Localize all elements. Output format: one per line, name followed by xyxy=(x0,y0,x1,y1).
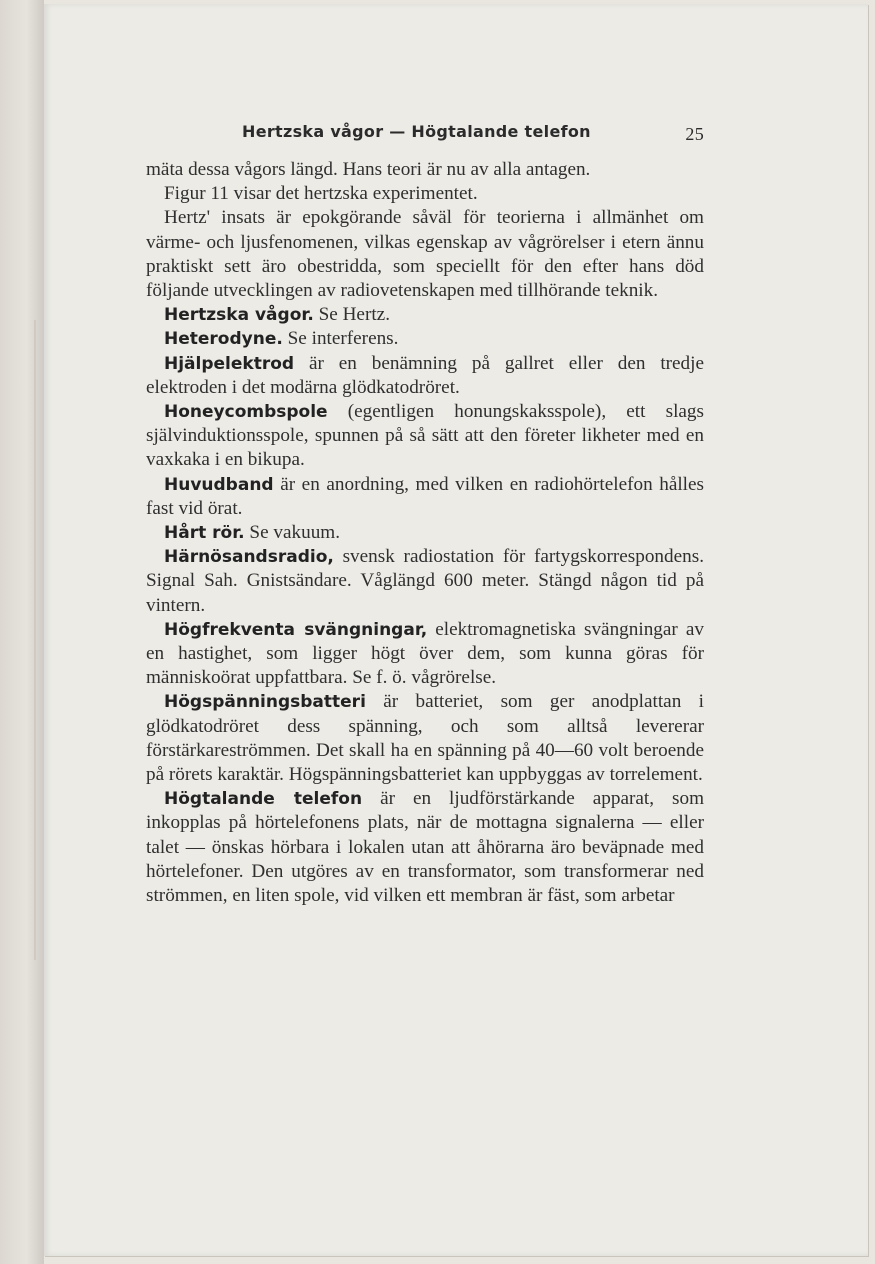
running-head-title: Hertzska vågor — Högtalande telefon xyxy=(242,122,591,141)
dictionary-entry xyxy=(146,303,704,327)
entry-text: Se Hertz. xyxy=(313,304,390,326)
dictionary-entry xyxy=(146,352,704,400)
dictionary-entry xyxy=(146,545,704,618)
entry-text: mäta dessa vågors längd. Hans teori är nu av alla antagen. xyxy=(146,159,591,180)
entry-text: är en ljudförstärkande apparat, som inkopplas på hörtelefonens plats, när de mottagna signalerna — eller talet — önskas hörbara i lokalen utan att åhörarna äro beväpnade med hörtelefoner. Den utgöres av en transformator, som transformerar ned strömmen, en liten spole, vid vilken ett membran är fäst, som arbetar xyxy=(146,788,704,907)
dictionary-entry xyxy=(146,618,704,691)
entry-term: Hertzska vågor. xyxy=(164,305,314,326)
entry-term: Huvudband xyxy=(164,474,274,495)
entry-text: (egentligen honungskaksspole), ett slags självinduktionsspole, spunnen på så sätt att den företer likheter med en vaxkaka i en bikupa. xyxy=(146,401,704,471)
paragraph xyxy=(146,206,704,303)
dictionary-entry xyxy=(146,473,704,521)
entry-term: Högfrekventa svängningar, xyxy=(164,619,428,640)
entry-text: elektromagnetiska svängningar av en hastighet, som ligger högt över dem, som kunna göras för människoörat uppfattbara. Se f. ö. vågrörelse. xyxy=(146,618,704,689)
paragraph xyxy=(146,158,704,182)
entry-text: Figur 11 visar det hertzska experimentet. xyxy=(164,183,478,205)
entry-term: Honeycombspole xyxy=(164,402,328,423)
page-number: 25 xyxy=(685,124,704,144)
running-head xyxy=(242,120,704,146)
dictionary-entry xyxy=(146,400,704,473)
dictionary-entry xyxy=(146,521,704,545)
book-spine xyxy=(0,0,44,1264)
entry-term: Hjälpelektrod xyxy=(164,353,295,374)
dictionary-entry xyxy=(146,690,704,787)
entry-text: är en anordning, med vilken en radiohörtelefon hålles fast vid örat. xyxy=(146,473,704,519)
paragraph xyxy=(146,182,704,206)
entry-text: Se vakuum. xyxy=(244,522,341,544)
entry-term: Högtalande telefon xyxy=(164,789,363,810)
entry-term: Högspänningsbatteri xyxy=(164,692,366,713)
entry-term: Härnösandsradio, xyxy=(164,547,334,568)
binding-thread xyxy=(34,320,36,960)
body-text xyxy=(146,158,704,908)
dictionary-entry xyxy=(146,327,704,351)
entry-text: svensk radiostation för fartygskorrespondens. Signal Sah. Gnistsändare. Våglängd 600 meter. Stängd någon tid på vintern. xyxy=(146,546,704,616)
entry-text: Se interferens. xyxy=(282,328,399,350)
entry-text: är en benämning på gallret eller den tredje elektroden i det modärna glödkatodröret. xyxy=(146,352,704,398)
dictionary-entry xyxy=(146,787,704,908)
entry-text: Hertz' insats är epokgörande såväl för teorierna i allmänhet om värme- och ljusfenomenen, vilkas egenskap av vågrörelser i etern ännu praktiskt sett äro obestridda, som speciellt för den efter hans död följande utvecklingen av radiovetenskapen med tillhörande teknik. xyxy=(146,207,704,302)
entry-text: är batteriet, som ger anodplattan i glödkatodröret dess spänning, och som alltså levererar förstärkareströmmen. Det skall ha en spänning på 40—60 volt beroende på rörets karaktär. Högspänningsbatteriet kan uppbyggas av torrelement. xyxy=(146,691,704,786)
entry-term: Heterodyne. xyxy=(164,329,283,350)
entry-term: Hårt rör. xyxy=(164,523,245,544)
